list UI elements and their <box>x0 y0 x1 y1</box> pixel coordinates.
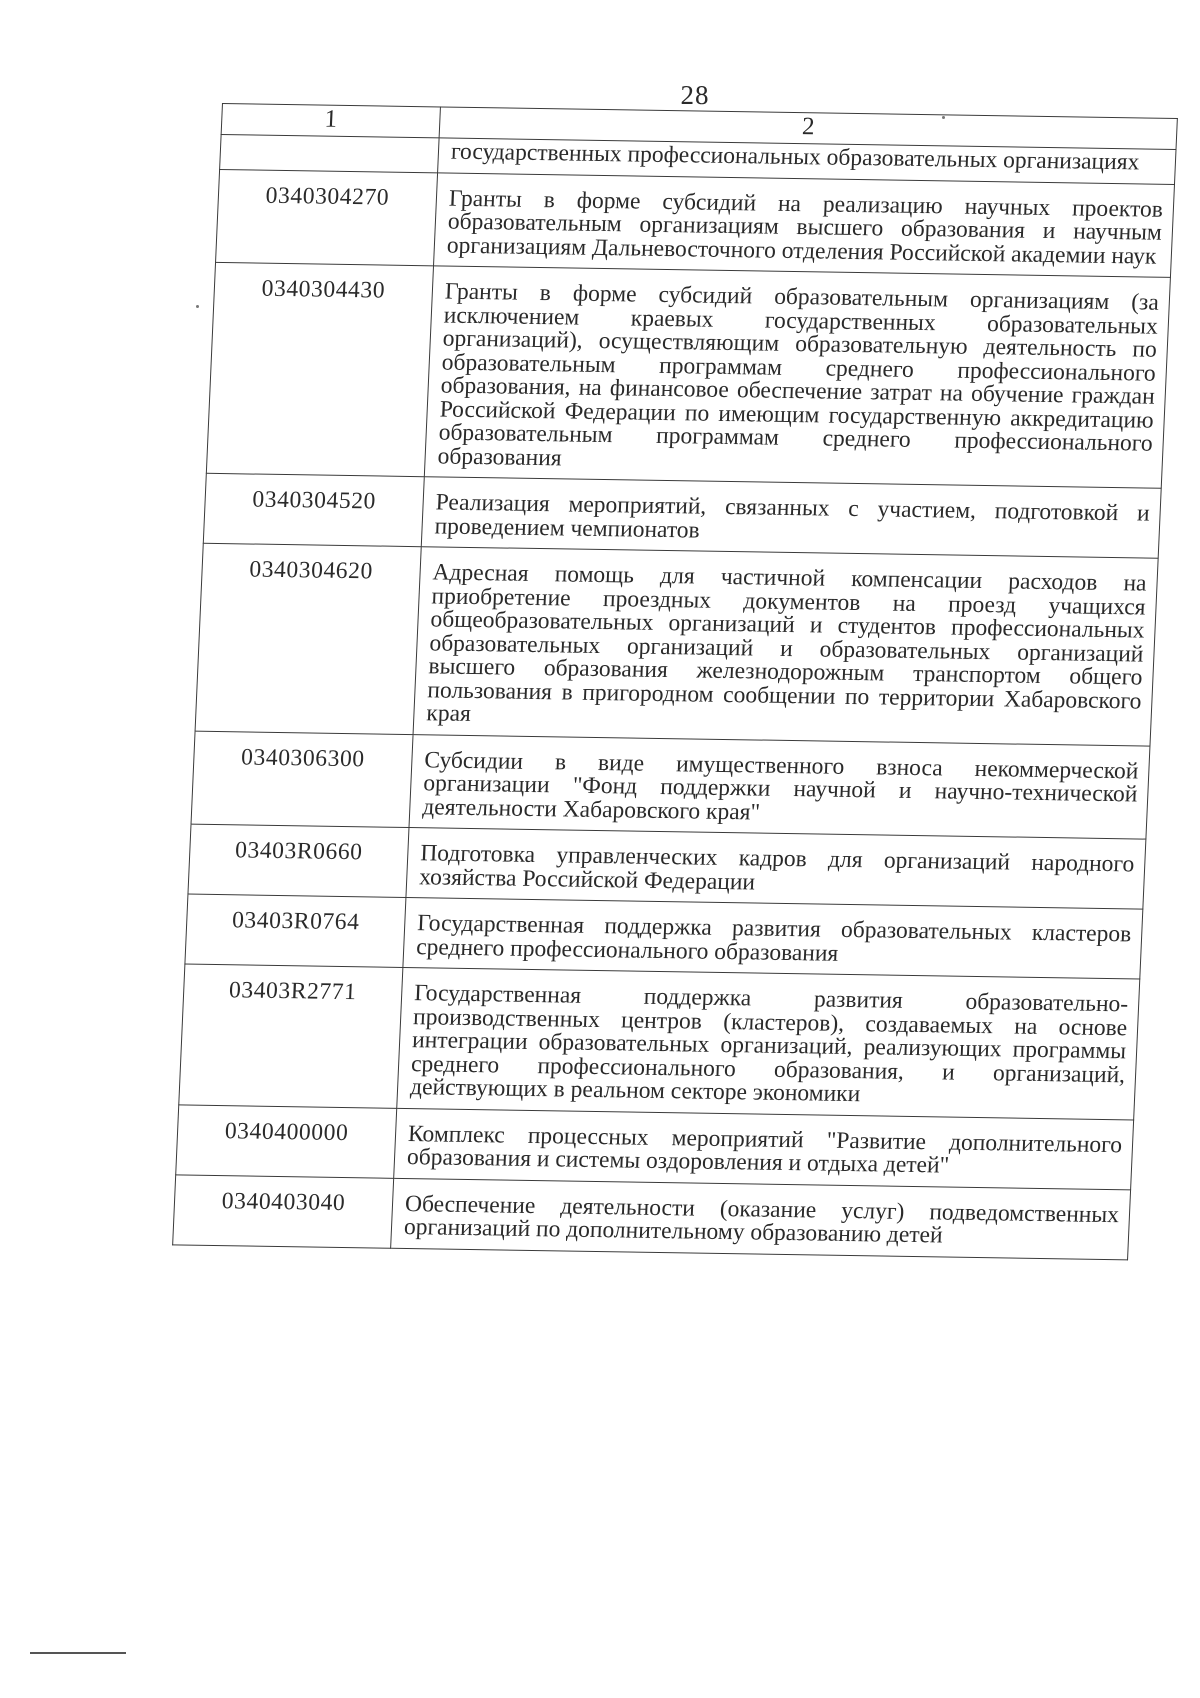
table-row <box>191 731 1150 839</box>
row-description: государственных профессиональных образовательных организациях <box>438 138 1176 184</box>
row-description: Подготовка управленческих кадров для организаций народного хозяйства Российской Федерации <box>406 828 1146 910</box>
row-code: 0340304270 <box>216 169 438 266</box>
row-description: Гранты в форме субсидий на реализацию научных проектов образовательным организациям высшего образования и научным организациям Дальневосточного отделения Российской академии наук <box>434 172 1175 277</box>
row-code: 0340306300 <box>191 731 413 828</box>
row-description: Комплекс процессных мероприятий "Развитие дополнительного образования и системы оздоровления и отдыха детей" <box>394 1108 1134 1190</box>
budget-codes-table <box>172 103 1178 1260</box>
row-code: 0340304620 <box>195 543 421 734</box>
row-description: Обеспечение деятельности (оказание услуг) подведомственных организаций по дополнительному образованию детей <box>391 1178 1131 1260</box>
table-row <box>195 543 1158 745</box>
row-code <box>220 134 439 172</box>
row-code: 03403R0764 <box>185 894 406 967</box>
row-code: 03403R0660 <box>188 824 409 897</box>
budget-codes-table-container <box>172 103 1177 1260</box>
column-header-description: 2 <box>439 107 1177 150</box>
table-row <box>173 1174 1131 1259</box>
scan-speck <box>196 305 199 308</box>
row-description: Государственная поддержка развития образовательных кластеров среднего профессионального образования <box>403 897 1143 979</box>
table-row <box>216 169 1175 277</box>
row-code: 0340304520 <box>203 473 424 546</box>
page-number: 28 <box>680 80 710 110</box>
row-description: Реализация мероприятий, связанных с участием, подготовкой и проведением чемпионатов <box>421 477 1161 559</box>
row-description: Государственная поддержка развития образовательно-производственных центров (кластеров), создаваемых на основе интеграции образовательных организаций, реализующих программы среднего профессионального образования, и организаций, действующих в реальном секторе экономики <box>397 967 1140 1119</box>
scan-speck <box>942 116 945 119</box>
row-description: Гранты в форме субсидий образовательным организациям (за исключением краевых государственных образовательных организаций), осуществляющим образовательную деятельность по образовательным программам среднего профессионального образования, на финансовое обеспечение затрат на обучение граждан Российской Федерации по имеющим государственную аккредитацию образовательным программам среднего профессионального образования <box>424 266 1170 488</box>
table-row <box>179 964 1140 1119</box>
row-description: Субсидии в виде имущественного взноса некоммерческой организации "Фонд поддержки научной и научно-технической деятельности Хабаровского края" <box>409 734 1150 839</box>
row-code: 0340304430 <box>206 262 433 476</box>
table-row <box>206 262 1170 488</box>
row-description: Адресная помощь для частичной компенсации расходов на приобретение проездных документов на проезд учащихся общеобразовательных организаций и студентов профессиональных образовательных организаций и образовательных организаций высшего образования железнодорожным транспортом общего пользования в пригородном сообщении по территории Хабаровского края <box>413 547 1158 746</box>
row-code: 03403R2771 <box>179 964 403 1108</box>
footnote-rule <box>30 1652 126 1654</box>
column-header-code: 1 <box>221 104 440 138</box>
row-code: 0340400000 <box>176 1104 397 1177</box>
row-code: 0340403040 <box>173 1174 394 1247</box>
